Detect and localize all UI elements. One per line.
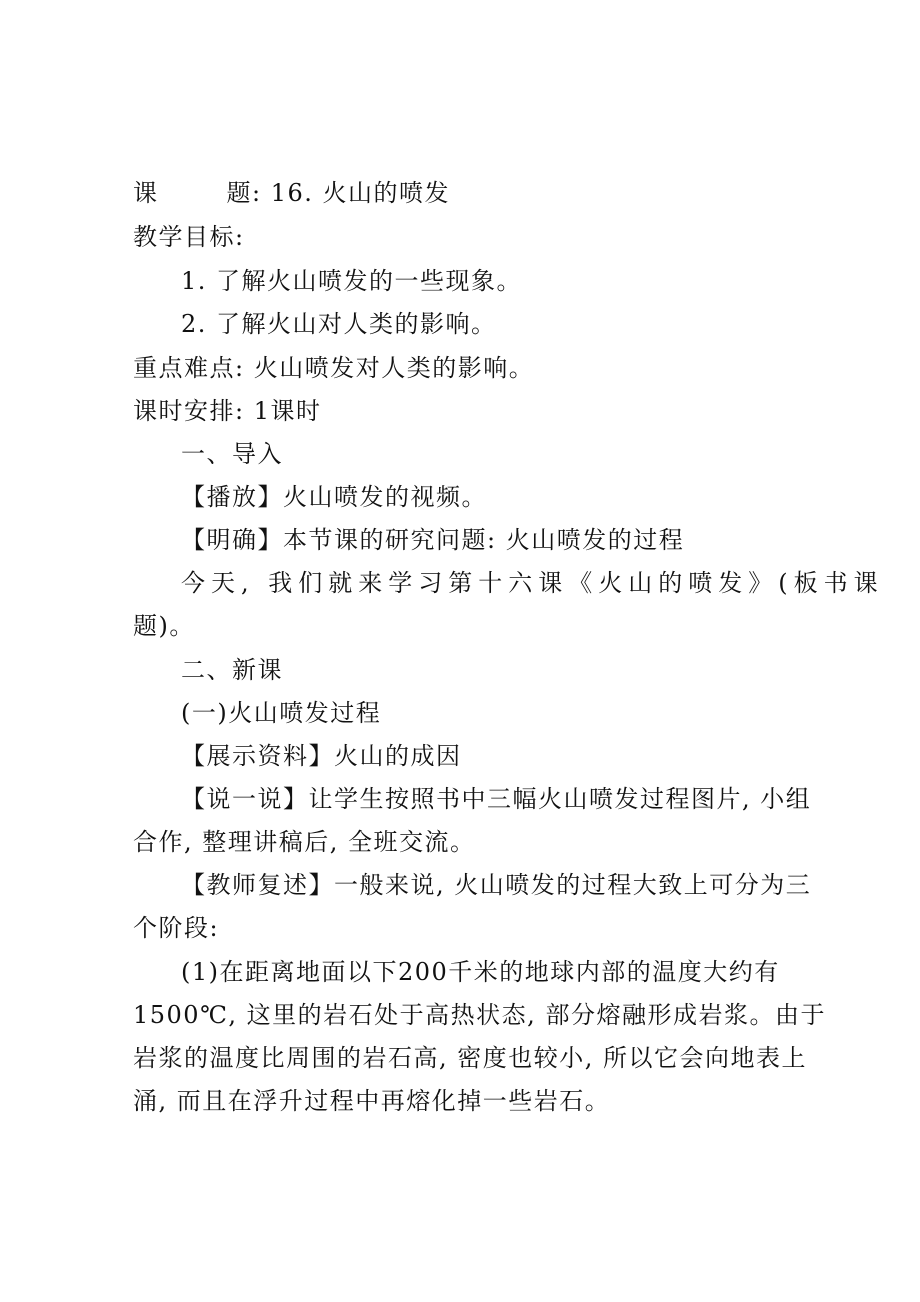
objectives-label: 教学目标: [133, 223, 245, 251]
stage1-line-2: 1500℃, 这里的岩石处于高热状态, 部分熔融形成岩浆。由于 [133, 1001, 826, 1029]
lesson-title-label-2: 题: [226, 179, 262, 207]
stage1-line-3: 岩浆的温度比周围的岩石高, 密度也较小, 所以它会向地表上 [133, 1044, 808, 1072]
stage1-line-1: (1)在距离地面以下200千米的地球内部的温度大约有 [181, 958, 780, 986]
teacher-line-1: 【教师复述】一般来说, 火山喷发的过程大致上可分为三 [181, 871, 812, 899]
show-material-step: 【展示资料】火山的成因 [181, 742, 462, 770]
lesson-title-label-1: 课 [133, 179, 159, 207]
section-intro: 一、导入 [181, 440, 283, 468]
section-new-lesson: 二、新课 [181, 656, 283, 684]
key-points: 重点难点: 火山喷发对人类的影响。 [133, 354, 535, 382]
play-step: 【播放】火山喷发的视频。 [181, 483, 487, 511]
objective-1: 1. 了解火山喷发的一些现象。 [181, 267, 523, 295]
today-line-1: 今天, 我们就来学习第十六课《火山的喷发》(板书课 [181, 569, 884, 597]
lesson-title [133, 178, 793, 208]
schedule: 课时安排: 1课时 [133, 397, 322, 425]
subsection-eruption-process: (一)火山喷发过程 [181, 699, 382, 727]
say-line-2: 合作, 整理讲稿后, 全班交流。 [133, 828, 476, 856]
today-line-2: 题)。 [133, 612, 195, 640]
lesson-title-value: 16. 火山的喷发 [270, 179, 451, 207]
stage1-line-4: 涌, 而且在浮升过程中再熔化掉一些岩石。 [133, 1087, 611, 1115]
say-line-1: 【说一说】让学生按照书中三幅火山喷发过程图片, 小组 [181, 785, 812, 813]
objective-2: 2. 了解火山对人类的影响。 [181, 310, 497, 338]
teacher-line-2: 个阶段: [133, 914, 220, 942]
clarify-step: 【明确】本节课的研究问题: 火山喷发的过程 [181, 526, 685, 554]
